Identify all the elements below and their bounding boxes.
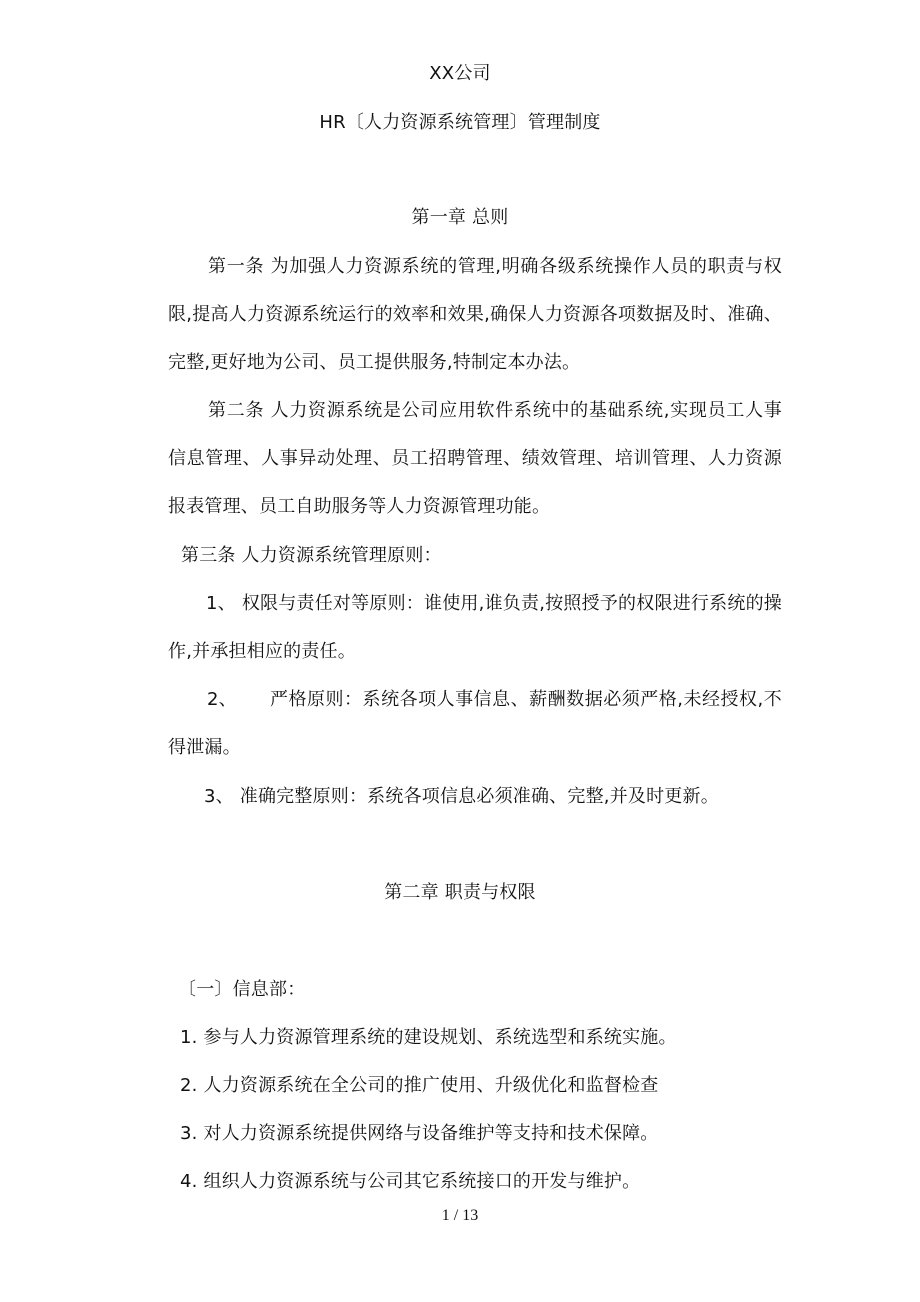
principle-1-line-2: 作,并承担相应的责任。: [168, 641, 356, 662]
principle-3: 3、 准确完整原则：系统各项信息必须准确、完整,并及时更新。: [204, 786, 719, 807]
article-2-line-2: 信息管理、人事异动处理、员工招聘管理、绩效管理、培训管理、人力资源: [168, 448, 782, 469]
duty-item-4: 4. 组织人力资源系统与公司其它系统接口的开发与维护。: [180, 1171, 641, 1192]
duty-item-3: 3. 对人力资源系统提供网络与设备维护等支持和技术保障。: [180, 1123, 659, 1144]
chapter-2-heading: 第二章 职责与权限: [384, 882, 536, 903]
principle-1-line-1: 1、 权限与责任对等原则：谁使用,谁负责,按照授予的权限进行系统的操: [206, 593, 782, 614]
page-number: 1 / 13: [441, 1207, 479, 1224]
article-3-heading: 第三条 人力资源系统管理原则：: [181, 545, 442, 566]
section-it-department: 〔一〕信息部：: [178, 979, 306, 1000]
duty-item-2: 2. 人力资源系统在全公司的推广使用、升级优化和监督检查: [180, 1075, 659, 1096]
article-1-line-1: 第一条 为加强人力资源系统的管理,明确各级系统操作人员的职责与权: [208, 256, 782, 277]
duty-item-1: 1. 参与人力资源管理系统的建设规划、系统选型和系统实施。: [180, 1027, 677, 1048]
principle-2-line-1: 严格原则：系统各项人事信息、薪酬数据必须严格,未经授权,不: [270, 689, 782, 710]
principle-2-number: 2、: [207, 689, 237, 710]
article-1-line-2: 限,提高人力资源系统运行的效率和效果,确保人力资源各项数据及时、准确、: [168, 304, 782, 325]
article-2-line-3: 报表管理、员工自助服务等人力资源管理功能。: [168, 496, 551, 517]
chapter-1-heading: 第一章 总则: [411, 207, 509, 228]
principle-2-line-2: 得泄漏。: [168, 737, 241, 758]
article-1-line-3: 完整,更好地为公司、员工提供服务,特制定本办法。: [168, 352, 581, 373]
company-name: XX公司: [429, 63, 491, 84]
document-title: HR〔人力资源系统管理〕管理制度: [319, 112, 601, 133]
article-2-line-1: 第二条 人力资源系统是公司应用软件系统中的基础系统,实现员工人事: [208, 400, 782, 421]
